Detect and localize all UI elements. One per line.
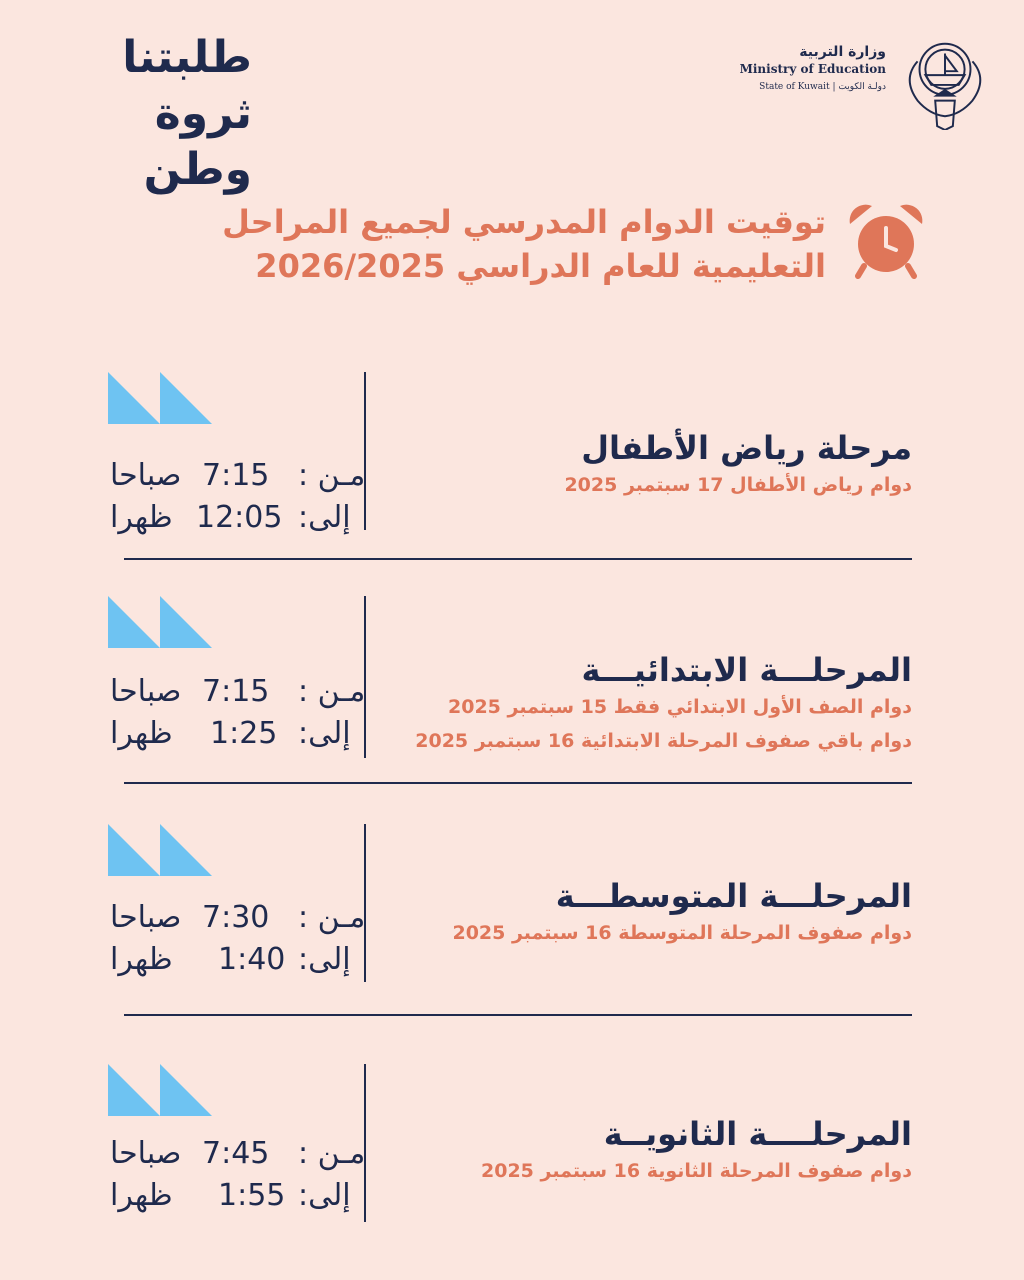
- from-label: مـن :: [298, 1136, 366, 1171]
- ministry-name-ar: وزارة التربية: [799, 44, 886, 60]
- time-to-row: [110, 942, 350, 984]
- title-line-2: التعليمية للعام الدراسي 2026/2025: [255, 247, 826, 285]
- from-label: مـن :: [298, 458, 366, 493]
- from-period: صباحا: [110, 900, 182, 935]
- quote-mark-icon: [108, 824, 216, 880]
- stage-title: المرحلـــة المتوسطـــة: [555, 877, 912, 915]
- from-period: صباحا: [110, 674, 182, 709]
- slogan: [52, 30, 252, 198]
- time-from-row: [110, 458, 366, 500]
- time-range: [110, 674, 366, 758]
- time-to-row: [110, 716, 350, 758]
- ministry-name-en: Ministry of Education: [739, 62, 886, 76]
- section-divider: [124, 782, 912, 784]
- to-period: ظهرا: [110, 1178, 173, 1213]
- from-time: 7:15: [202, 674, 270, 709]
- time-range: [110, 900, 366, 984]
- time-from-row: [110, 900, 366, 942]
- quote-mark-icon: [108, 372, 216, 428]
- alarm-clock-icon: [846, 200, 926, 280]
- stage-title: مرحلة رياض الأطفال: [581, 429, 912, 467]
- stage-content: [372, 1114, 912, 1188]
- title-line-1: توقيت الدوام المدرسي لجميع المراحل: [222, 203, 826, 241]
- time-range: [110, 458, 366, 542]
- stage-title: المرحلـــة الابتدائيـــة: [581, 651, 912, 689]
- to-label: إلى:: [298, 500, 351, 535]
- to-period: ظهرا: [110, 716, 173, 751]
- page-title: [170, 200, 826, 288]
- stage-note: دوام صفوف المرحلة الثانوية 16 سبتمبر 2025: [481, 1160, 912, 1182]
- slogan-line-2: ثروة وطن: [143, 88, 252, 195]
- kuwait-emblem-icon: [896, 32, 994, 130]
- section-divider: [124, 558, 912, 560]
- slogan-line-1: طلبتنا: [122, 32, 252, 83]
- from-label: مـن :: [298, 674, 366, 709]
- from-time: 7:15: [202, 458, 270, 493]
- to-period: ظهرا: [110, 942, 173, 977]
- time-to-row: [110, 500, 350, 542]
- quote-mark-icon: [108, 596, 216, 652]
- time-range: [110, 1136, 366, 1220]
- from-period: صباحا: [110, 458, 182, 493]
- to-time: 1:40: [218, 942, 286, 977]
- from-time: 7:30: [202, 900, 270, 935]
- ministry-logo-text: [700, 44, 886, 92]
- stage-content: [372, 650, 912, 758]
- quote-mark-icon: [108, 1064, 216, 1120]
- state-of-kuwait: State of Kuwait | دولـة الكويت: [759, 82, 886, 92]
- stage-title: المرحلــــة الثانويــة: [603, 1115, 912, 1153]
- to-label: إلى:: [298, 942, 351, 977]
- stage-content: [372, 876, 912, 950]
- stage-content: [372, 428, 912, 502]
- stage-note: دوام صفوف المرحلة المتوسطة 16 سبتمبر 2025: [452, 922, 912, 944]
- to-time: 1:55: [218, 1178, 286, 1213]
- section-divider: [124, 1014, 912, 1016]
- column-divider: [364, 372, 366, 530]
- to-period: ظهرا: [110, 500, 173, 535]
- stage-note: دوام الصف الأول الابتدائي فقط 15 سبتمبر 2025: [448, 696, 912, 718]
- time-from-row: [110, 674, 366, 716]
- time-to-row: [110, 1178, 350, 1220]
- to-time: 1:25: [210, 716, 278, 751]
- to-label: إلى:: [298, 716, 351, 751]
- time-from-row: [110, 1136, 366, 1178]
- from-period: صباحا: [110, 1136, 182, 1171]
- from-time: 7:45: [202, 1136, 270, 1171]
- to-time: 12:05: [196, 500, 283, 535]
- stage-note: دوام رياض الأطفال 17 سبتمبر 2025: [564, 474, 912, 496]
- to-label: إلى:: [298, 1178, 351, 1213]
- from-label: مـن :: [298, 900, 366, 935]
- stage-note: دوام باقي صفوف المرحلة الابتدائية 16 سبتمبر 2025: [415, 730, 912, 752]
